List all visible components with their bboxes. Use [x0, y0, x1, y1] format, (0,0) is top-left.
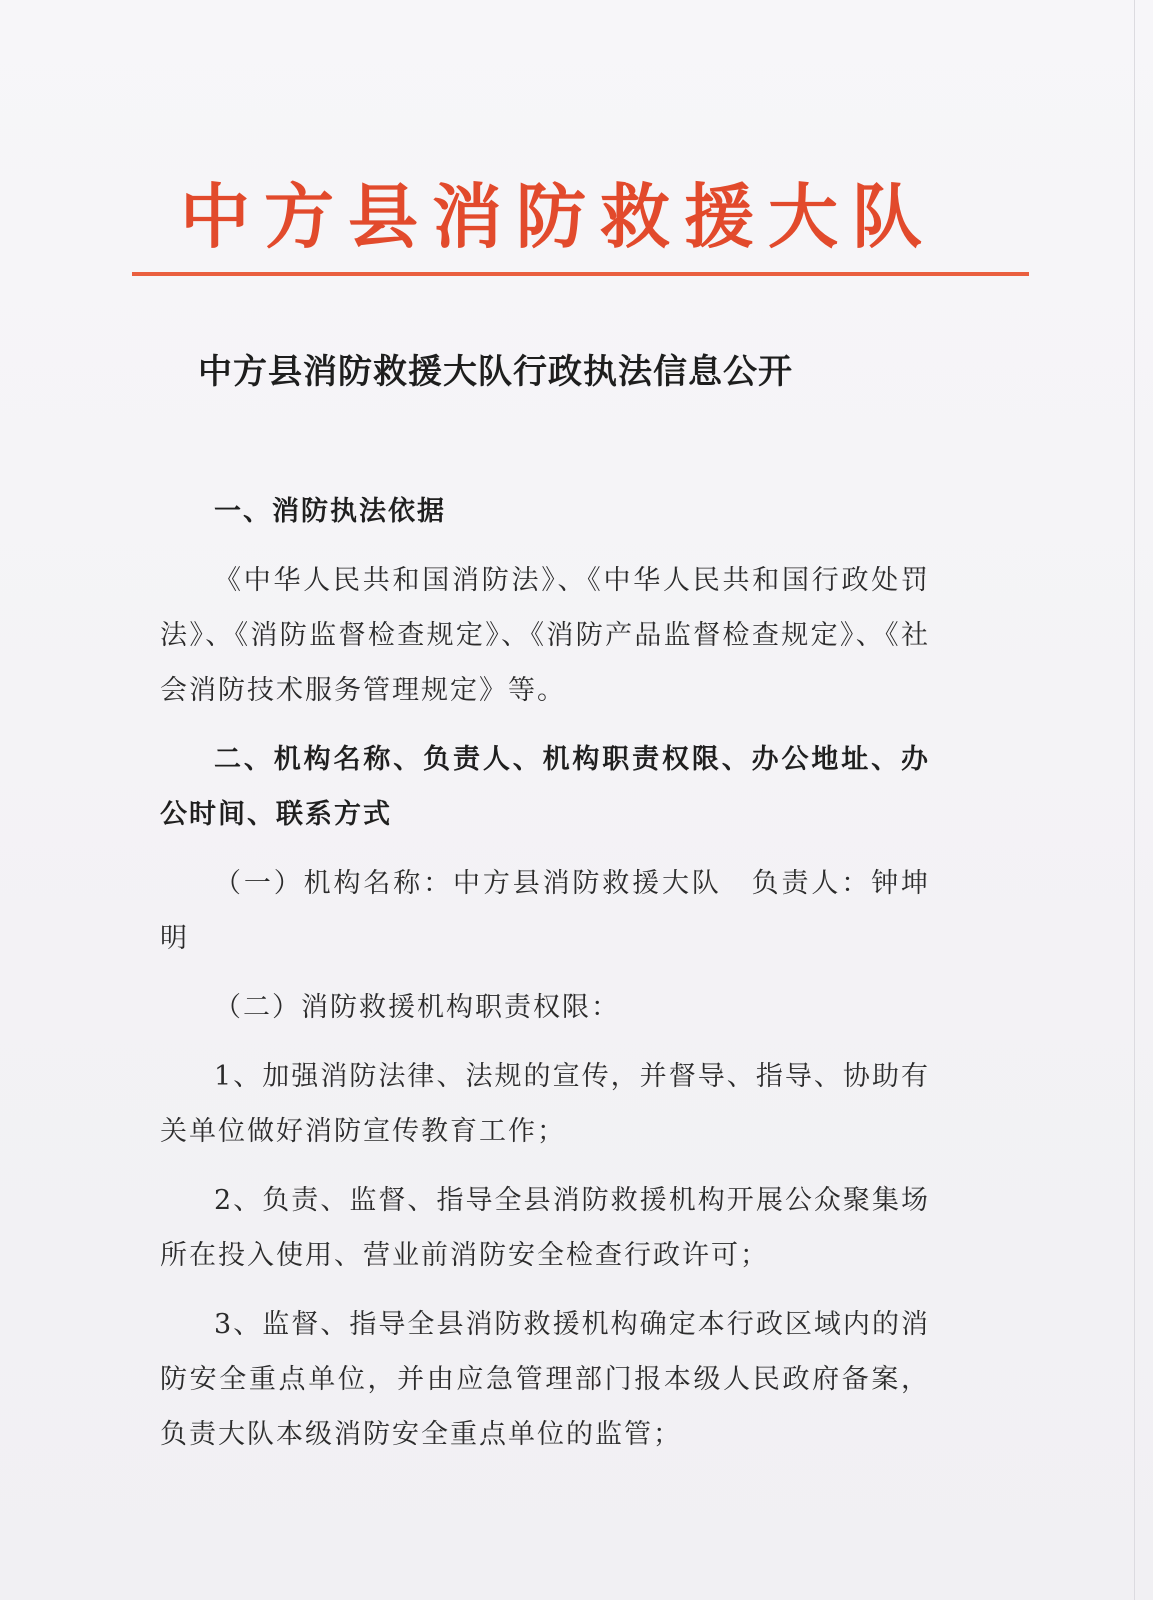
- paragraph-duty-2: 2、负责、监督、指导全县消防救援机构开展公众聚集场所在投入使用、营业前消防安全检查行政许可；: [160, 1185, 930, 1271]
- section-heading-organization: 二、机构名称、负责人、机构职责权限、办公地址、办公时间、联系方式: [160, 744, 930, 830]
- paragraph-laws: 《中华人民共和国消防法》、《中华人民共和国行政处罚法》、《消防监督检查规定》、《消防产品监督检查规定》、《社会消防技术服务管理规定》等。: [160, 565, 930, 706]
- paragraph-duty-3: 3、监督、指导全县消防救援机构确定本行政区域内的消防安全重点单位，并由应急管理部门报本级人民政府备案，负责大队本级消防安全重点单位的监管；: [160, 1309, 930, 1450]
- section-heading-basis: 一、消防执法依据: [214, 496, 446, 527]
- paragraph-duties-heading: （二）消防救援机构职责权限：: [214, 992, 620, 1023]
- document-title: 中方县消防救援大队行政执法信息公开: [198, 352, 793, 392]
- paragraph-duty-1: 1、加强消防法律、法规的宣传，并督导、指导、协助有关单位做好消防宣传教育工作；: [160, 1061, 930, 1147]
- letterhead-red-rule: [132, 272, 1029, 276]
- document-body: [160, 480, 930, 1476]
- paragraph-org-name: （一）机构名称：中方县消防救援大队 负责人：钟坤明: [160, 868, 930, 954]
- scan-edge-line: [1134, 0, 1135, 1600]
- org-letterhead-title: 中方县消防救援大队: [180, 176, 936, 258]
